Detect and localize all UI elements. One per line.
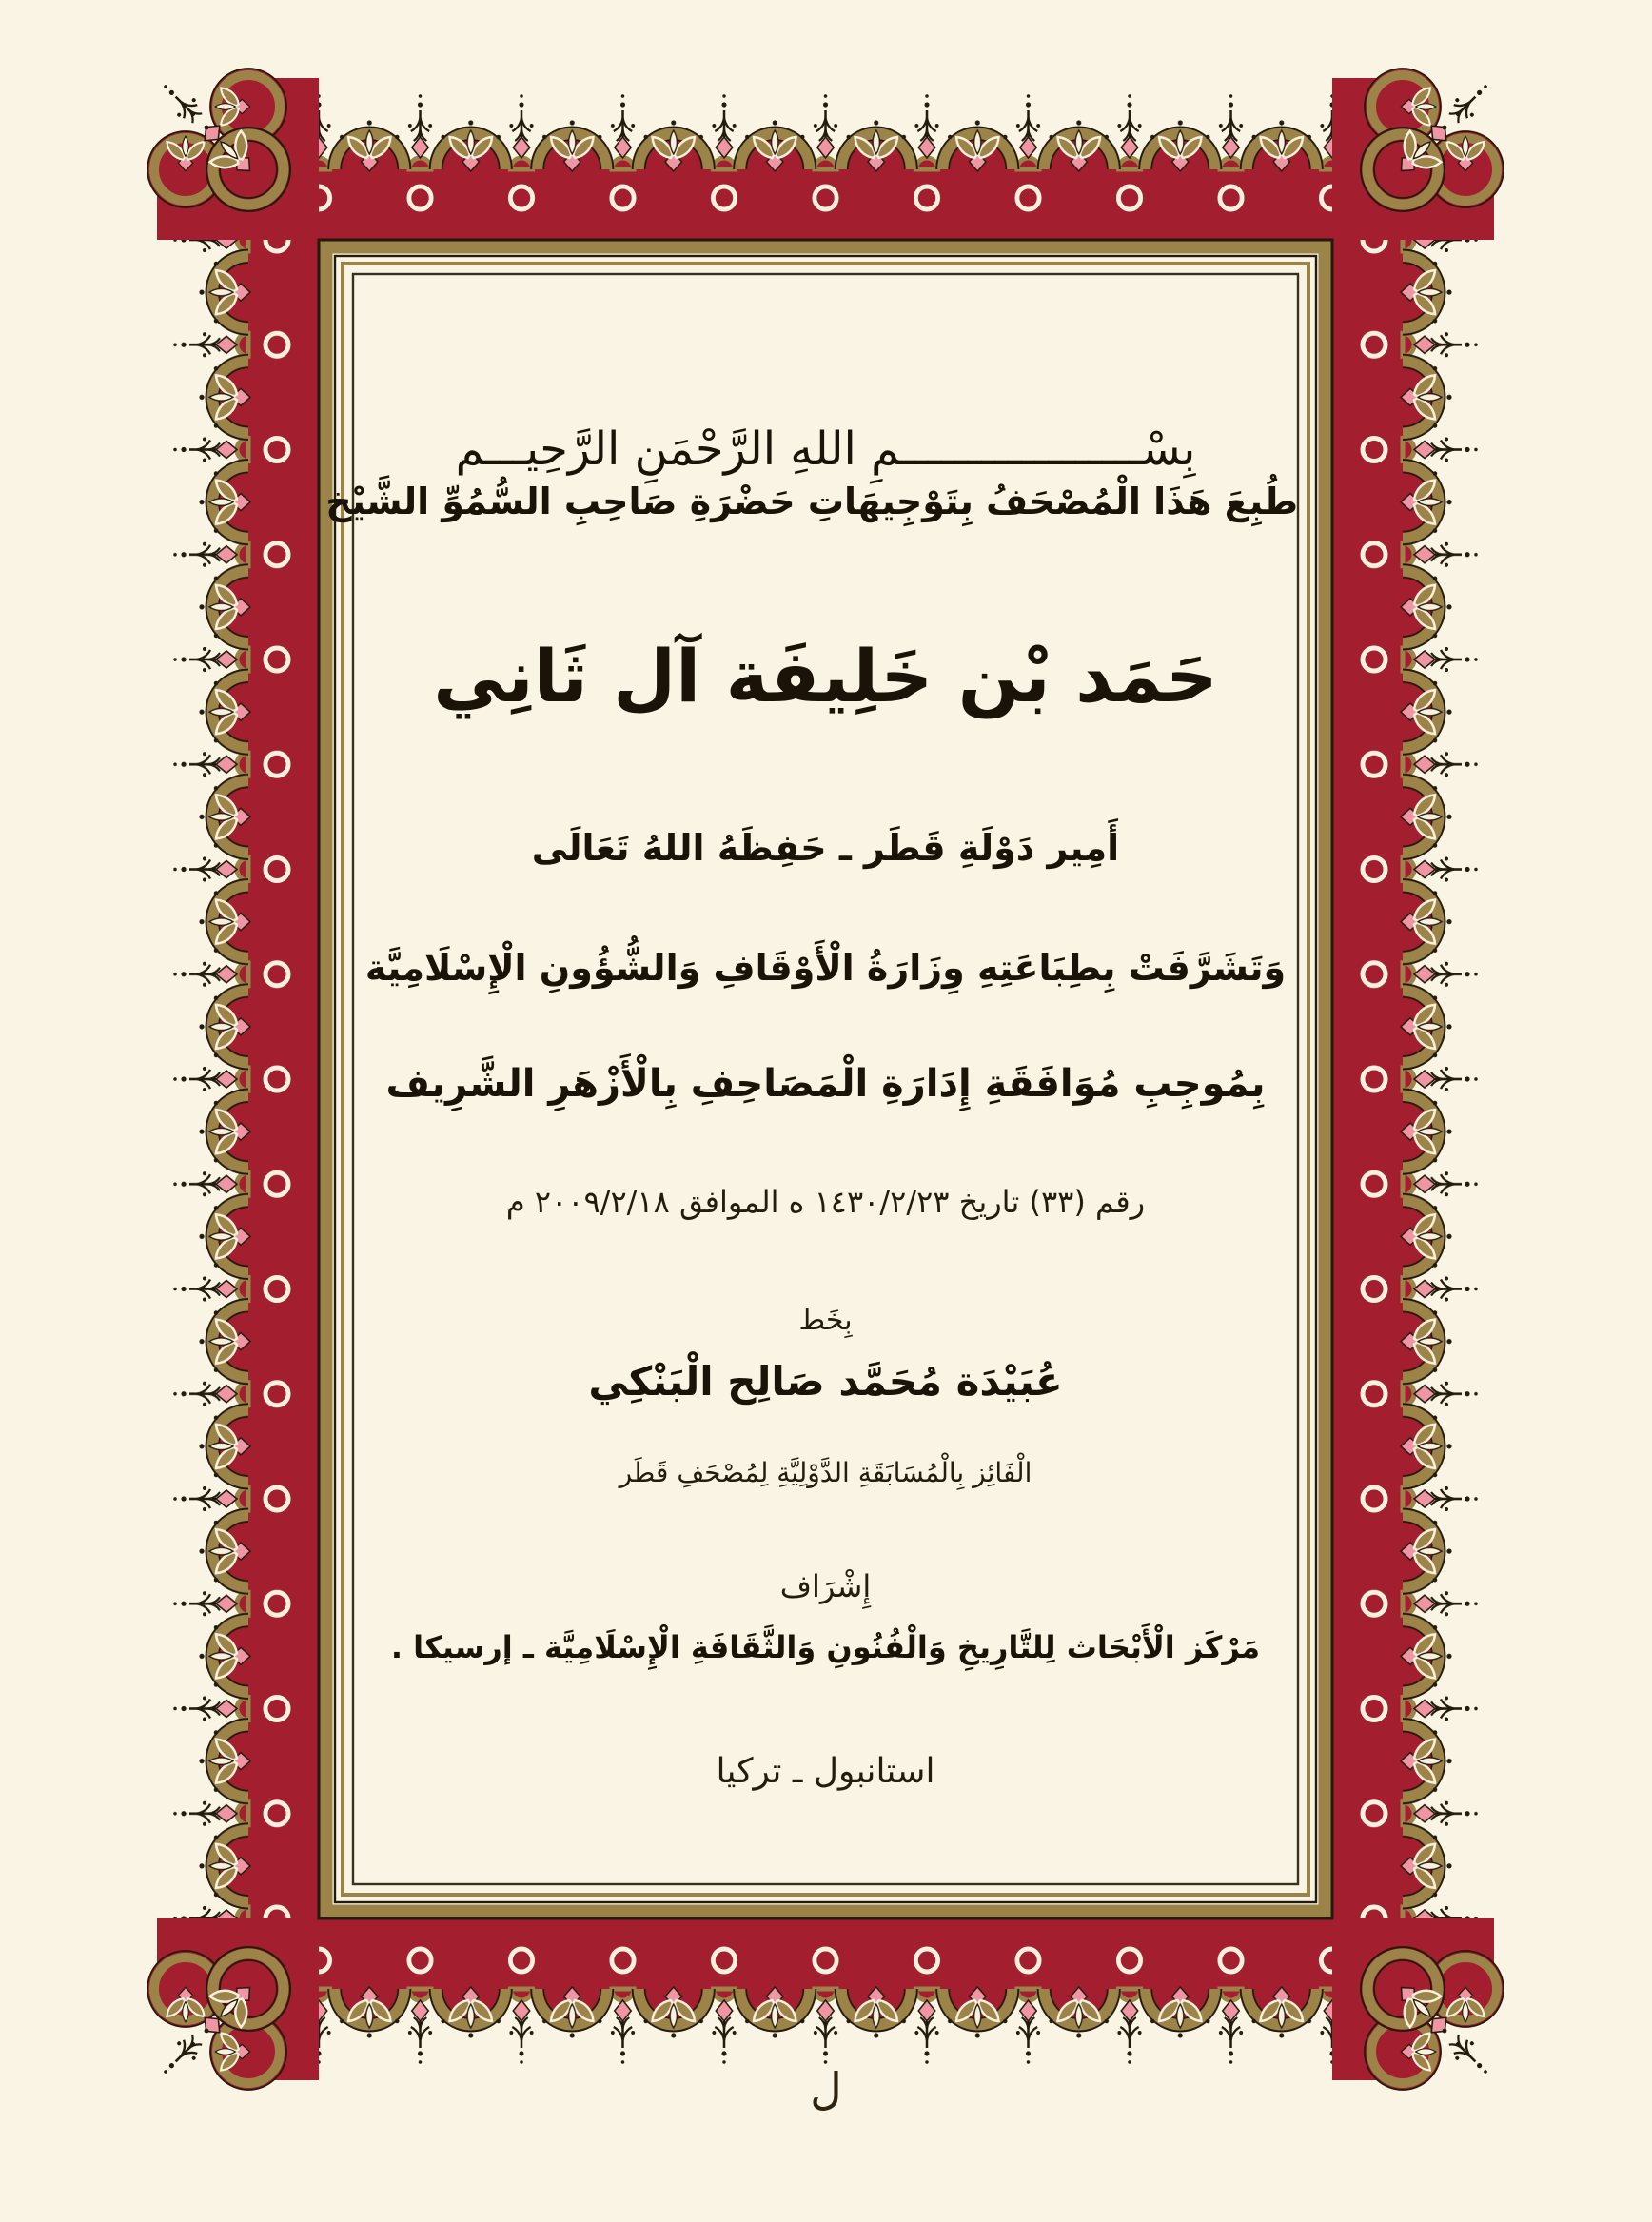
ministry-line: وَتَشَرَّفَتْ بِطِبَاعَتِهِ وِزَارَةُ الْأَوْقَافِ وَالشُّؤُونِ الْإِسْلَامِيَّة: [364, 947, 1287, 989]
approval-number-date-line: رقم (٣٣) تاريخ ١٤٣٠/٢/٢٣ ه الموافق ٢٠٠٩/٢/١٨ م: [505, 1184, 1146, 1220]
print-notice-line: طُبِعَ هَذَا الْمُصْحَفُ بِتَوْجِيهَاتِ حَضْرَةِ صَاحِبِ السُّمُوِّ الشَّيْخ: [325, 481, 1298, 522]
border-bottom: [319, 1918, 1332, 2080]
page-marker-letter: ل: [810, 2063, 842, 2114]
border-top: [319, 78, 1332, 240]
border-corner-top-right: [1332, 69, 1504, 240]
award-line: الْفَائِز بِالْمُسَابَقَةِ الدَّوْلِيَّةِ لِمُصْحَفِ قَطَر: [619, 1457, 1032, 1488]
supervision-center-line: مَرْكَز الْأَبْحَاث لِلتَّارِيخِ وَالْفُنُونِ وَالثَّقَافَةِ الْإِسْلَامِيَّة ـ إرسيكا .: [390, 1629, 1261, 1665]
supervision-label: إِشْرَاف: [779, 1568, 872, 1604]
border-right: [1332, 240, 1494, 1918]
location-line: استانبول ـ تركيا: [716, 1752, 935, 1791]
khat-label: بِخَط: [798, 1304, 853, 1337]
patron-name-calligraphy: حَمَد بْن خَلِيفَة آل ثَانِي: [433, 634, 1218, 718]
colophon-text-block: [325, 274, 1298, 1884]
bismillah-calligraphy: بِسْــــــــــــــــــمِ اللهِ الرَّحْمَنِ الرَّحِيـــم: [455, 423, 1196, 476]
border-left: [157, 240, 319, 1918]
azhar-approval-line: بِمُوجِبِ مُوَافَقَةِ إِدَارَةِ الْمَصَاحِفِ بِالْأَزْهَرِ الشَّرِيف: [385, 1062, 1266, 1106]
calligrapher-name: عُبَيْدَة مُحَمَّد صَالِح الْبَنْكِي: [588, 1358, 1063, 1405]
patron-title-line: أَمِير دَوْلَةِ قَطَر ـ حَفِظَهُ اللهُ تَعَالَى: [531, 827, 1120, 869]
border-corner-top-left: [148, 69, 319, 240]
